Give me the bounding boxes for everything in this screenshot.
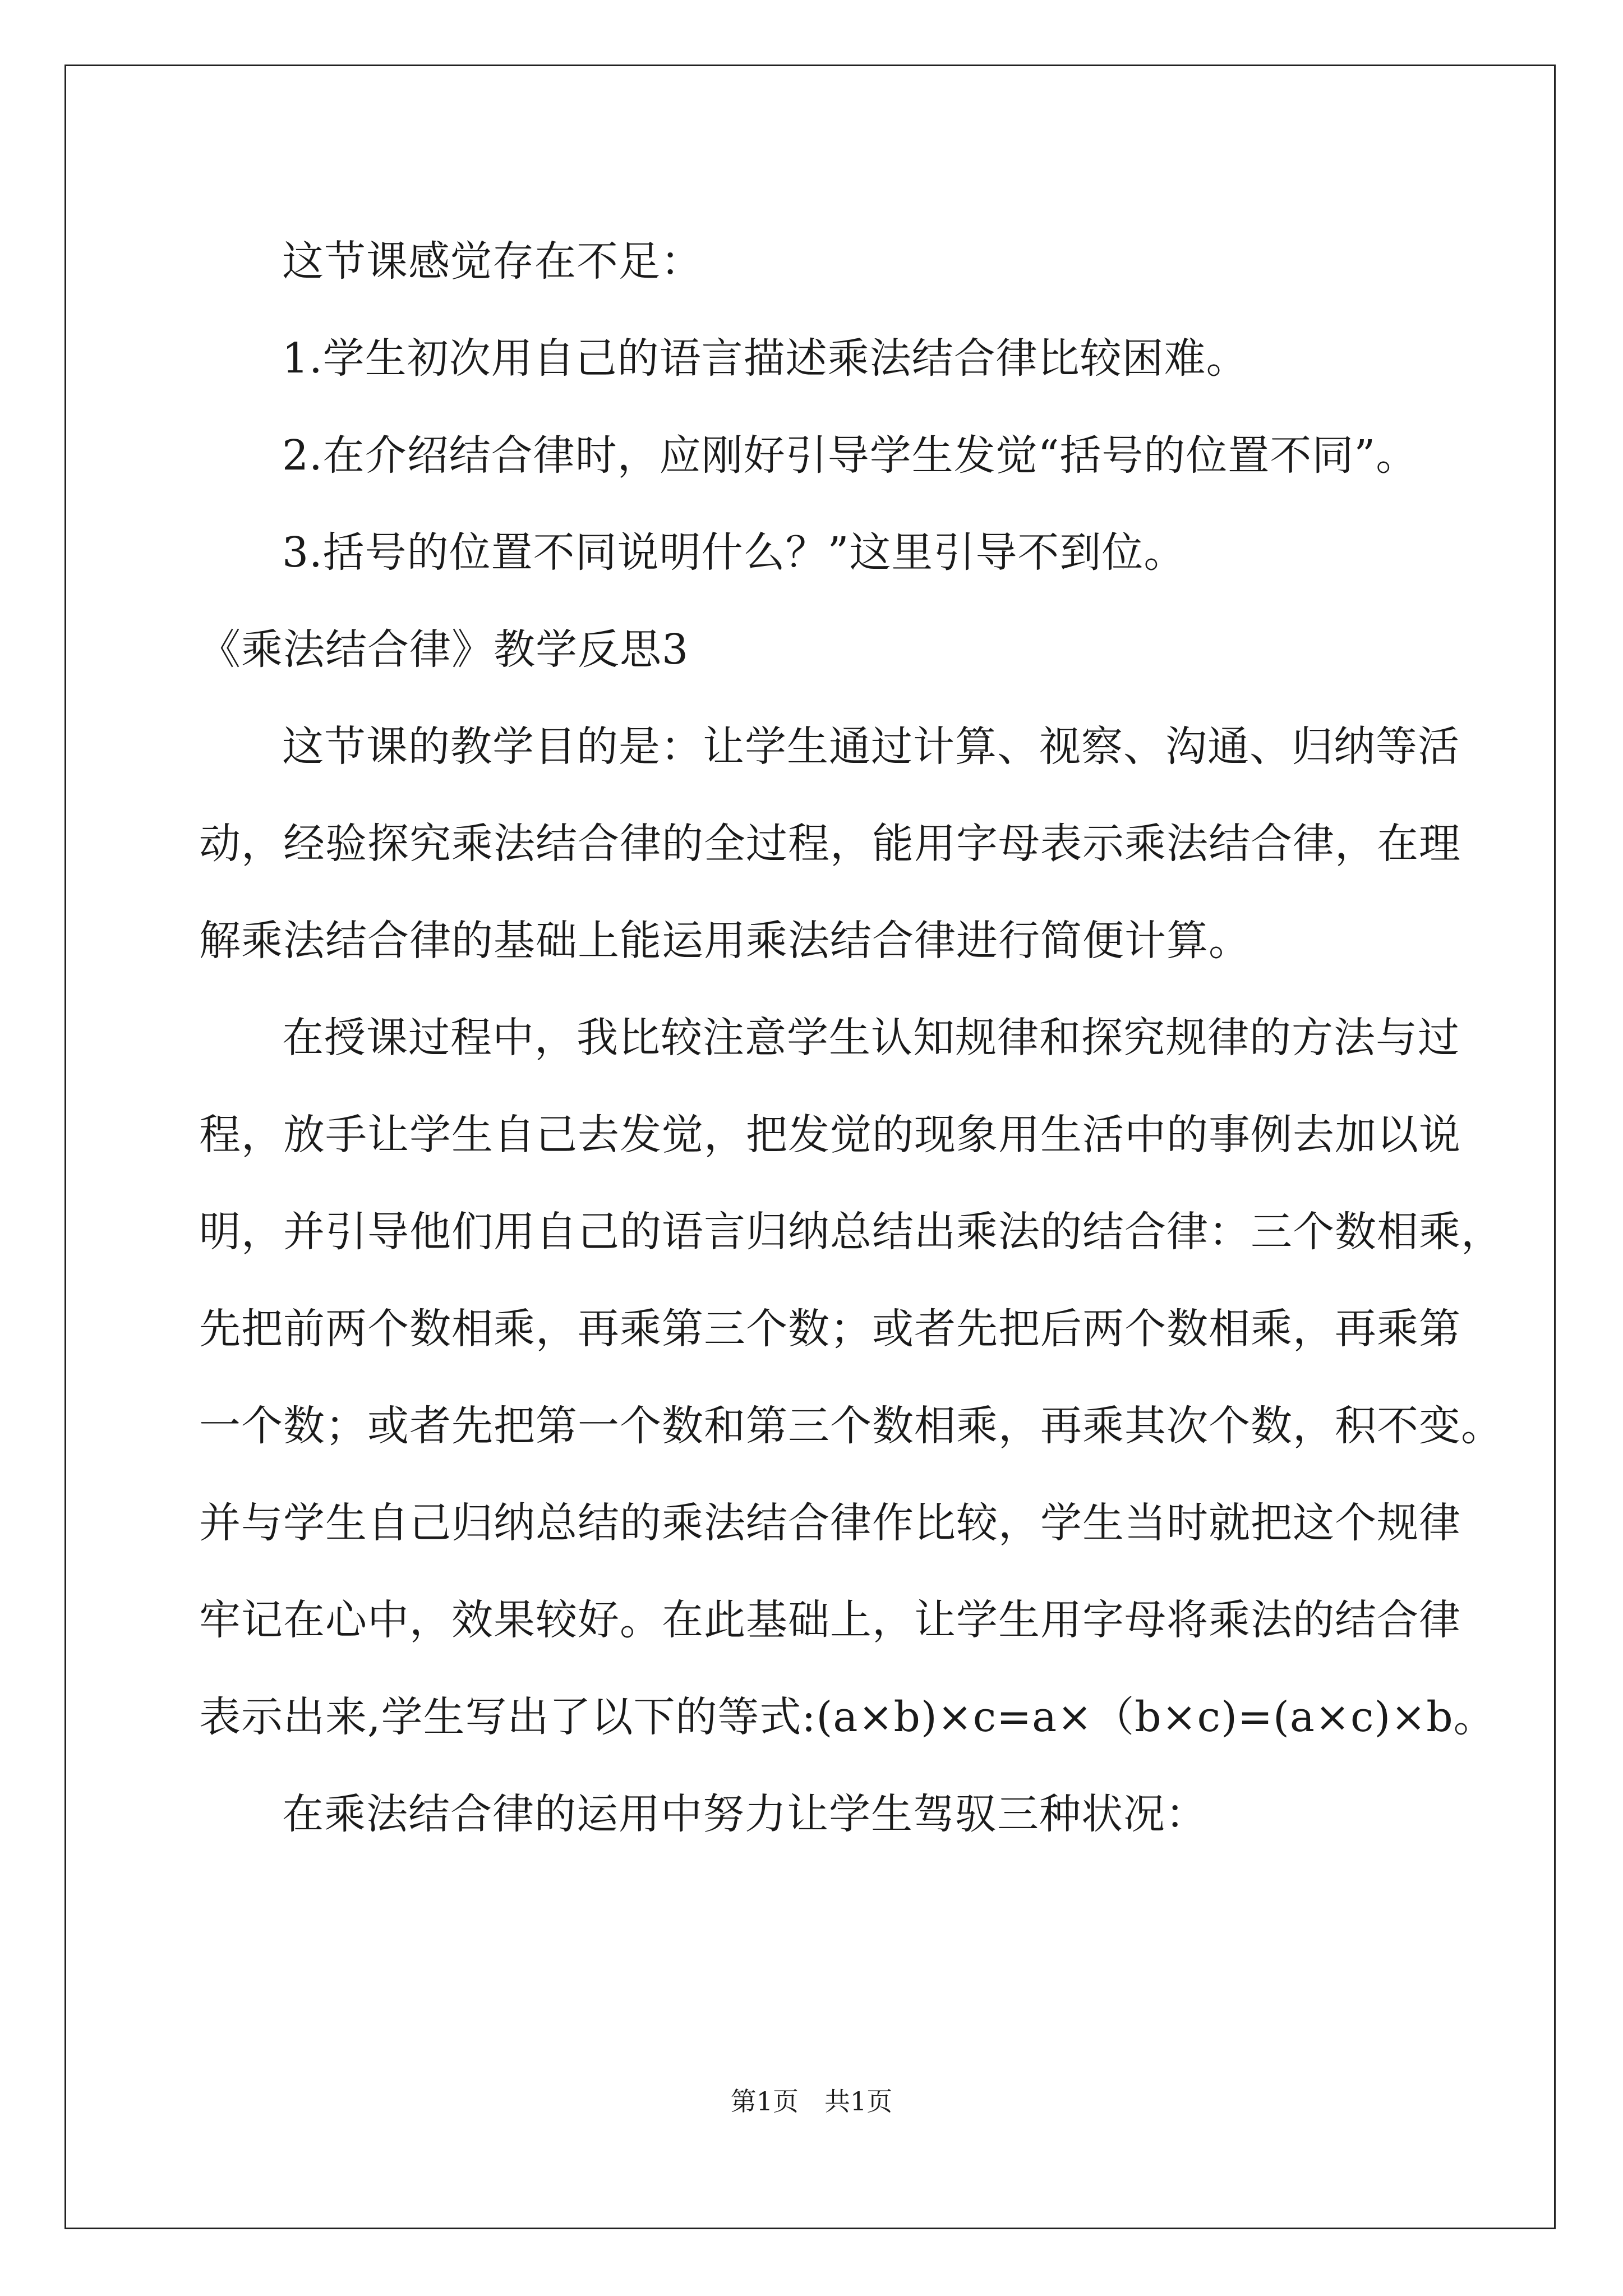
paragraph-line: 解乘法结合律的基础上能运用乘法结合律进行简便计算。	[199, 917, 1251, 965]
paragraph-line: 表示出来,学生写出了以下的等式:(a×b)×c=a×（b×c)=(a×c)×b。	[199, 1693, 1496, 1741]
paragraph-line: 明，并引导他们用自己的语言归纳总结出乘法的结合律：三个数相乘，	[199, 1208, 1503, 1256]
paragraph-line: 并与学生自己归纳总结的乘法结合律作比较，学生当时就把这个规律	[199, 1499, 1461, 1547]
paragraph-line: 在授课过程中，我比较注意学生认知规律和探究规律的方法与过	[282, 1014, 1460, 1062]
document-body	[199, 213, 1503, 1863]
paragraph-line: 先把前两个数相乘，再乘第三个数；或者先把后两个数相乘，再乘第	[199, 1305, 1461, 1353]
paragraph-line: 这节课的教学目的是：让学生通过计算、视察、沟通、归纳等活	[282, 723, 1460, 771]
paragraph-line: 牢记在心中，效果较好。在此基础上，让学生用字母将乘法的结合律	[199, 1596, 1461, 1644]
paragraph-line: 程，放手让学生自己去发觉，把发觉的现象用生活中的事例去加以说	[199, 1111, 1461, 1159]
paragraph-line: 2.在介绍结合律时，应刚好引导学生发觉“括号的位置不同”。	[282, 431, 1418, 480]
paragraph-line: 这节课感觉存在不足：	[282, 237, 703, 286]
paragraph-line: 一个数；或者先把第一个数和第三个数相乘，再乘其次个数，积不变。	[199, 1402, 1503, 1450]
section-heading: 《乘法结合律》教学反思3	[199, 625, 689, 674]
paragraph-line: 在乘法结合律的运用中努力让学生驾驭三种状况：	[282, 1790, 1207, 1838]
paragraph-line: 动，经验探究乘法结合律的全过程，能用字母表示乘法结合律，在理	[199, 820, 1461, 868]
paragraph-line: 3.括号的位置不同说明什么？”这里引导不到位。	[282, 528, 1186, 577]
paragraph-line: 1.学生初次用自己的语言描述乘法结合律比较困难。	[282, 334, 1248, 383]
page-footer: 第1页 共1页	[730, 2086, 893, 2116]
